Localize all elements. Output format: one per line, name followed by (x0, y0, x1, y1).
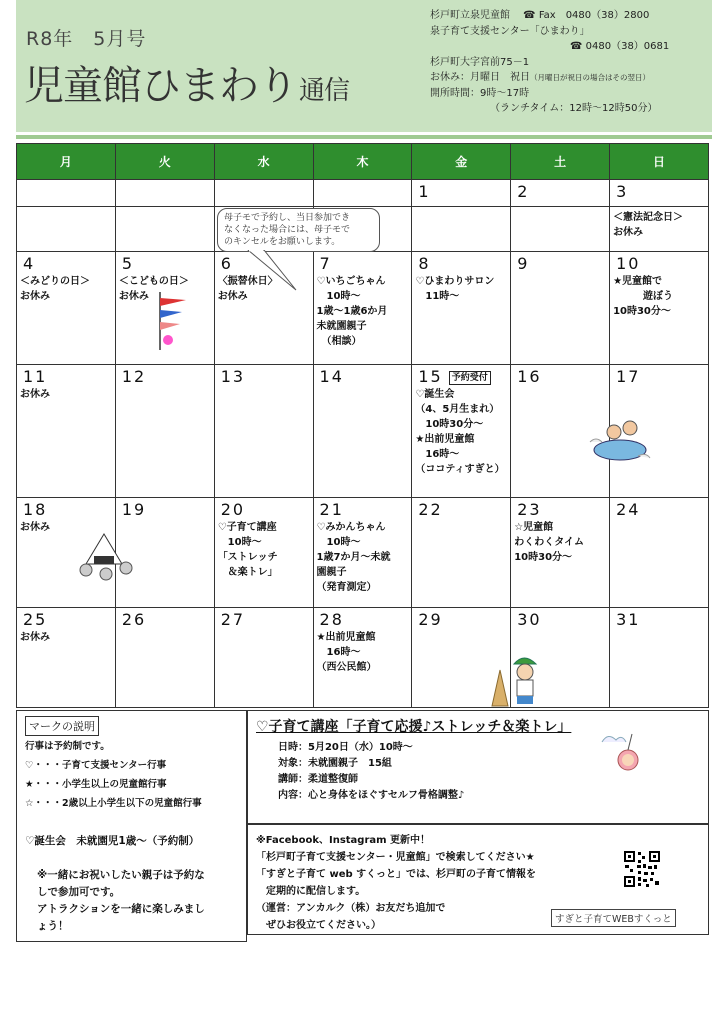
day-number (20, 367, 112, 387)
header (16, 0, 712, 132)
day-number (218, 500, 310, 520)
cell-divider (17, 206, 115, 207)
legend-title: マークの説明 (25, 716, 99, 736)
calendar-day-cell (511, 252, 610, 365)
day-number (415, 182, 507, 202)
bubble-tail (246, 250, 306, 292)
kids-on-carp-icon (584, 412, 654, 467)
calendar-day-cell (214, 365, 313, 498)
event-line: ＜こどもの日＞ (118, 276, 189, 287)
event-line: 11時～ (415, 291, 460, 302)
day-number-text: 3 (616, 182, 629, 201)
day-number (415, 254, 507, 274)
day-number (20, 254, 112, 274)
weekday-header (17, 144, 709, 180)
calendar-day-cell (214, 608, 313, 708)
day-number-text: 22 (418, 500, 443, 519)
day-number-text: 7 (319, 254, 332, 273)
weekday-3: 木 (313, 144, 412, 180)
event-line: 10時30分～ (613, 306, 671, 317)
day-number (514, 182, 606, 202)
day-number-text: 8 (418, 254, 431, 273)
day-number (20, 500, 112, 520)
calendar-day-cell (115, 180, 214, 252)
day-number-text: 16 (517, 367, 542, 386)
calendar-day-cell (412, 365, 511, 498)
day-number-text: 5 (121, 254, 135, 273)
event-line: 1歳～1歳6か月 (316, 306, 388, 317)
calendar-day-cell (17, 365, 116, 498)
event-line: お休み (20, 291, 50, 302)
cell-divider (116, 206, 214, 207)
event-line: 16時～ (316, 647, 361, 658)
day-number-text: 14 (319, 367, 344, 386)
day-number (119, 182, 211, 202)
event-line: お休み (20, 389, 50, 400)
day-number-text: 4 (23, 254, 36, 273)
calendar-day-cell (610, 180, 709, 252)
event-line: （相談） (316, 336, 362, 347)
event-line: 10時30分～ (514, 552, 573, 563)
calendar-day-cell (412, 180, 511, 252)
calendar-day-cell (412, 252, 511, 365)
day-number-text: 25 (23, 610, 48, 629)
info-line-1: 杉戸町立泉児童館 ☎ Fax 0480（38）2800 (430, 10, 650, 21)
event-line: ＜憲法記念日＞ (613, 212, 684, 223)
calendar-week (17, 252, 709, 365)
day-number (514, 500, 606, 520)
event-line: ＆楽トレ」 (217, 567, 278, 578)
event-line: ★児童館で (613, 276, 663, 287)
calendar-day-cell (115, 608, 214, 708)
day-number-text: 9 (517, 254, 530, 273)
calendar-day-cell (610, 252, 709, 365)
cell-divider (511, 206, 609, 207)
day-number-text: 18 (23, 500, 48, 519)
event-line: （西公民館） (316, 662, 377, 673)
day-number (218, 610, 310, 630)
day-number-text: 13 (220, 367, 246, 386)
event-line: 10時30分～ (415, 419, 484, 430)
day-number (218, 367, 310, 387)
weekday-4: 金 (412, 144, 511, 180)
cell-divider (610, 206, 708, 207)
weekday-1: 火 (115, 144, 214, 180)
qr-code-icon[interactable] (623, 850, 661, 888)
lecture-details: 日時：5月20日（水）10時～ 対象：未就園親子 15組 講師：柔道整復師 内容：心と身体をほぐすセルフ骨格調整♪ (278, 742, 465, 801)
day-number (415, 610, 507, 630)
calendar-day-cell (313, 608, 412, 708)
day-number-text: 26 (121, 610, 147, 629)
day-number (20, 610, 112, 630)
event-line: 園親子 (316, 567, 347, 578)
event-line: お休み (118, 291, 149, 302)
event-line: ★出前児童館 (316, 632, 376, 643)
info-line-7: （ランチタイム：12時～12時50分） (490, 103, 658, 114)
info-line-4: 杉戸町大字宮前75－1 (430, 56, 530, 68)
day-number (119, 610, 211, 630)
title-suffix: 通信 (299, 76, 350, 106)
day-number-text: 23 (517, 500, 542, 519)
day-number-text: 15 (418, 367, 443, 386)
weekday-0: 月 (17, 144, 116, 180)
info-line-5 (430, 70, 669, 86)
calendar-day-cell (412, 498, 511, 608)
reservation-badge: 予約受付 (449, 371, 491, 385)
facility-info (430, 8, 669, 117)
calendar-day-cell (610, 608, 709, 708)
cell-divider (215, 206, 313, 207)
event-line: ☆児童館 (514, 522, 554, 533)
day-number (415, 500, 507, 520)
event-line: 「ストレッチ (217, 552, 278, 563)
girl-balloon-icon (598, 728, 646, 782)
day-number-text: 28 (319, 610, 344, 629)
calendar-day-cell (610, 498, 709, 608)
sns-text: ※Facebook、Instagram 更新中！ 「杉戸町子育て支援センター・児童館」で検索してください★ 「すぎと子育て web すくっと」では、杉戸町の子育て情報を 定期的に配信します。 （運営：アンカルク（株）お友だち追加で ぜひお役立てください。） (256, 835, 536, 931)
day-number-text: 24 (616, 500, 641, 519)
info-holiday-note: （月曜日が祝日の場合はその翌日） (530, 73, 650, 82)
day-number (119, 254, 211, 274)
info-holiday: お休み：月曜日 祝日 (430, 72, 530, 83)
day-number (514, 367, 606, 387)
day-number-text: 10 (616, 254, 641, 273)
day-number-text: 20 (220, 500, 246, 519)
event-line: ♡みかんちゃん (316, 522, 386, 533)
event-line: （4、5月生まれ） (415, 404, 500, 415)
event-line: 10時～ (217, 537, 262, 548)
event-line: わくわくタイム (514, 537, 585, 548)
info-line-6: 開所時間：9時～17時 (430, 87, 530, 99)
event-line: （ココティすぎと） (415, 464, 505, 475)
calendar-day-cell (17, 608, 116, 708)
carp-streamer-icon (152, 290, 192, 352)
title-main: 児童館ひまわり (24, 63, 297, 109)
day-number-text: 11 (23, 367, 48, 386)
weekday-6: 日 (610, 144, 709, 180)
day-number-text: 2 (517, 182, 530, 201)
event-line: ♡子育て講座 (217, 522, 277, 533)
day-number-text: 6 (220, 254, 233, 273)
day-number (317, 500, 409, 520)
info-line-2: 泉子育て支援センター「ひまわり」 (430, 25, 590, 37)
cell-divider (412, 206, 510, 207)
calendar-day-cell (511, 180, 610, 252)
birthday-info: ♡誕生会 未就園児1歳～（予約制） (25, 835, 200, 847)
header-divider (16, 135, 712, 139)
day-number (613, 500, 705, 520)
day-number (613, 254, 705, 274)
event-line: 遊ぼう (613, 291, 674, 302)
day-number (218, 182, 310, 202)
calendar-day-cell (313, 365, 412, 498)
notice-bubble: 母子モで予約し、当日参加でき なくなった場合には、母子モで のキンセルをお願いします。 (217, 208, 380, 252)
day-number-text: 30 (517, 610, 542, 629)
day-number-text: 21 (319, 500, 344, 519)
day-number-text: 19 (121, 500, 147, 519)
day-number (317, 182, 409, 202)
event-line: ♡いちごちゃん (316, 276, 386, 287)
event-line: （発育測定） (316, 582, 377, 593)
day-number-text: 1 (418, 182, 431, 201)
calendar-day-cell (214, 498, 313, 608)
sns-box (247, 824, 709, 935)
event-line: 16時～ (415, 449, 460, 460)
day-number (317, 610, 409, 630)
day-number (119, 500, 211, 520)
day-number (613, 367, 705, 387)
event-line: 1歳7か月～未就 (316, 552, 391, 563)
event-line: 〈振替休日〉 (217, 276, 278, 287)
event-line: 10時～ (316, 291, 361, 302)
event-line: ★出前児童館 (415, 434, 475, 445)
calendar-day-cell (17, 180, 116, 252)
calendar-day-cell (115, 365, 214, 498)
weekday-5: 土 (511, 144, 610, 180)
day-number (514, 610, 606, 630)
event-line: お休み (20, 632, 50, 643)
weekday-2: 水 (214, 144, 313, 180)
lecture-title: ♡子育て講座「子育て応援♪ストレッチ＆楽トレ」 (256, 719, 572, 735)
day-number-text: 27 (220, 610, 246, 629)
sukutto-web-button[interactable]: すぎと子育てWEBすくっと (551, 909, 676, 927)
day-number (119, 367, 211, 387)
event-line: ♡誕生会 (415, 389, 455, 400)
event-line: ＜みどりの日＞ (20, 276, 90, 287)
info-line-3: ☎ 0480（38）0681 (570, 41, 670, 52)
event-line: 10時～ (316, 537, 361, 548)
boy-kabuto-icon (486, 650, 542, 708)
day-number (317, 254, 409, 274)
day-number (20, 182, 112, 202)
birthday-note: ※一緒にお祝いしたい親子は予約な しで参加可です。 アトラクションを一緒に楽しみまし ょう！ (37, 869, 205, 932)
day-number-text: 31 (616, 610, 641, 629)
day-number (613, 610, 705, 630)
event-line: お休み (20, 522, 50, 533)
calendar-day-cell (313, 498, 412, 608)
issue-label: R8年 5月号 (26, 28, 147, 50)
day-number (514, 254, 606, 274)
calendar-day-cell (17, 252, 116, 365)
mice-onigiri-icon (76, 530, 138, 582)
cell-divider (314, 206, 412, 207)
day-number (415, 367, 507, 387)
legend-box (16, 710, 247, 942)
calendar-day-cell (511, 498, 610, 608)
page-title (24, 54, 349, 111)
event-line: お休み (613, 227, 644, 238)
day-number-text: 29 (418, 610, 443, 629)
calendar-week (17, 608, 709, 708)
day-number-text: 17 (616, 367, 641, 386)
event-line: ♡ひまわりサロン (415, 276, 495, 287)
day-number-text: 12 (121, 367, 147, 386)
event-line: 未就園親子 (316, 321, 367, 332)
legend-lines: 行事は予約制です。 ♡・・・子育て支援センター行事 ★・・・小学生以上の児童館行事 ☆・・・2歳以上小学生以下の児童館行事 (25, 741, 202, 809)
day-number (317, 367, 409, 387)
event-line: お休み (217, 291, 248, 302)
calendar-day-cell (313, 252, 412, 365)
day-number (613, 182, 705, 202)
